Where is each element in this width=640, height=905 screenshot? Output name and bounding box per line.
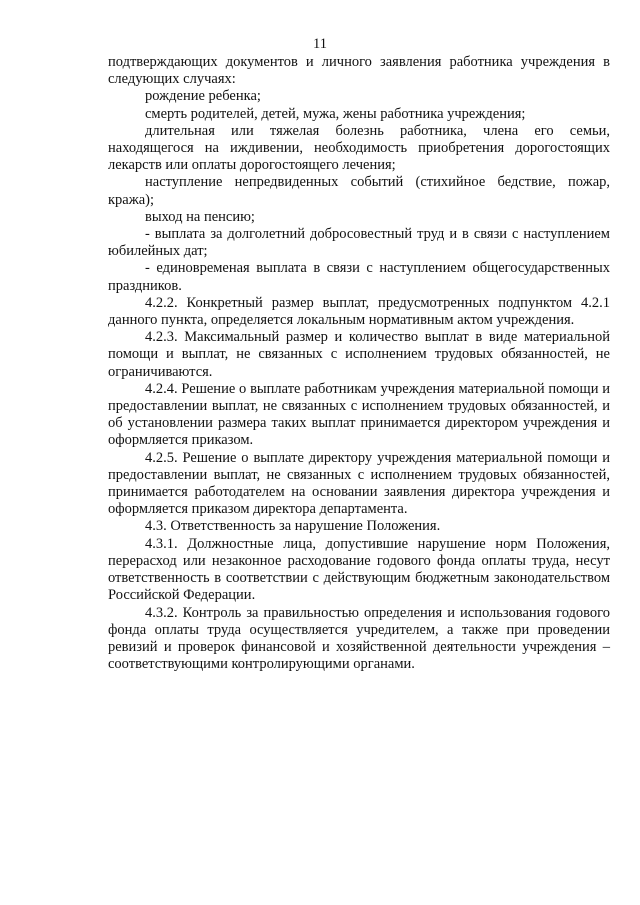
page-number: 11 (313, 36, 327, 52)
paragraph-4-2-3: 4.2.3. Максимальный размер и количество выплат в виде материальной помощи и выплат, не связанных с исполнением трудовых обязанностей, не ограничиваются. (108, 329, 610, 380)
paragraph-4-3-1: 4.3.1. Должностные лица, допустившие нарушение норм Положения, перерасход или незаконное расходование годового фонда оплаты труда, несут ответственность в соответствии с действующим бюджетным законодательством Российской Федерации. (108, 535, 610, 604)
paragraph-4-2-4: 4.2.4. Решение о выплате работникам учреждения материальной помощи и предоставлении выплат, не связанных с исполнением трудовых обязанностей, и об установлении размера таких выплат принимается директором учреждения и оформляется приказом. (108, 380, 610, 449)
list-item-illness: длительная или тяжелая болезнь работника, члена его семьи, находящегося на иждивении, необходимость приобретения дорогостоящих лекарств или оплаты дорогостоящего лечения; (108, 122, 610, 174)
paragraph-continuation: подтверждающих документов и личного заявления работника учреждения в следующих случаях: (108, 54, 610, 88)
list-item-holidays: - единовременая выплата в связи с наступлением общегосударственных праздников. (108, 260, 610, 294)
paragraph-4-2-2: 4.2.2. Конкретный размер выплат, предусмотренных подпунктом 4.2.1 данного пункта, определяется локальным нормативным актом учреждения. (108, 294, 610, 329)
paragraph-4-3-2: 4.3.2. Контроль за правильностью определения и использования годового фонда оплаты труда осуществляется учредителем, а также при проведении ревизий и проверок финансовой и хозяйственной деятельности учреждения – соответствующими контролирующими органами. (108, 604, 610, 673)
list-item-death-of-relatives: смерть родителей, детей, мужа, жены работника учреждения; (145, 105, 526, 122)
list-item-long-service: - выплата за долголетний добросовестный труд и в связи с наступлением юбилейных дат; (108, 226, 610, 260)
list-item-unforeseen-events: наступление непредвиденных событий (стихийное бедствие, пожар, кража); (108, 174, 610, 208)
paragraph-4-2-5: 4.2.5. Решение о выплате директору учреждения материальной помощи и предоставлении выплат, не связанных с исполнением трудовых обязанностей, принимается работодателем на основании заявления директора учреждения и оформляется приказом директора департамента. (108, 449, 610, 518)
list-item-retirement: выход на пенсию; (145, 208, 255, 225)
paragraph-4-3: 4.3. Ответственность за нарушение Положения. (145, 518, 441, 535)
list-item-childbirth: рождение ребенка; (145, 88, 261, 105)
document-body (108, 54, 610, 673)
